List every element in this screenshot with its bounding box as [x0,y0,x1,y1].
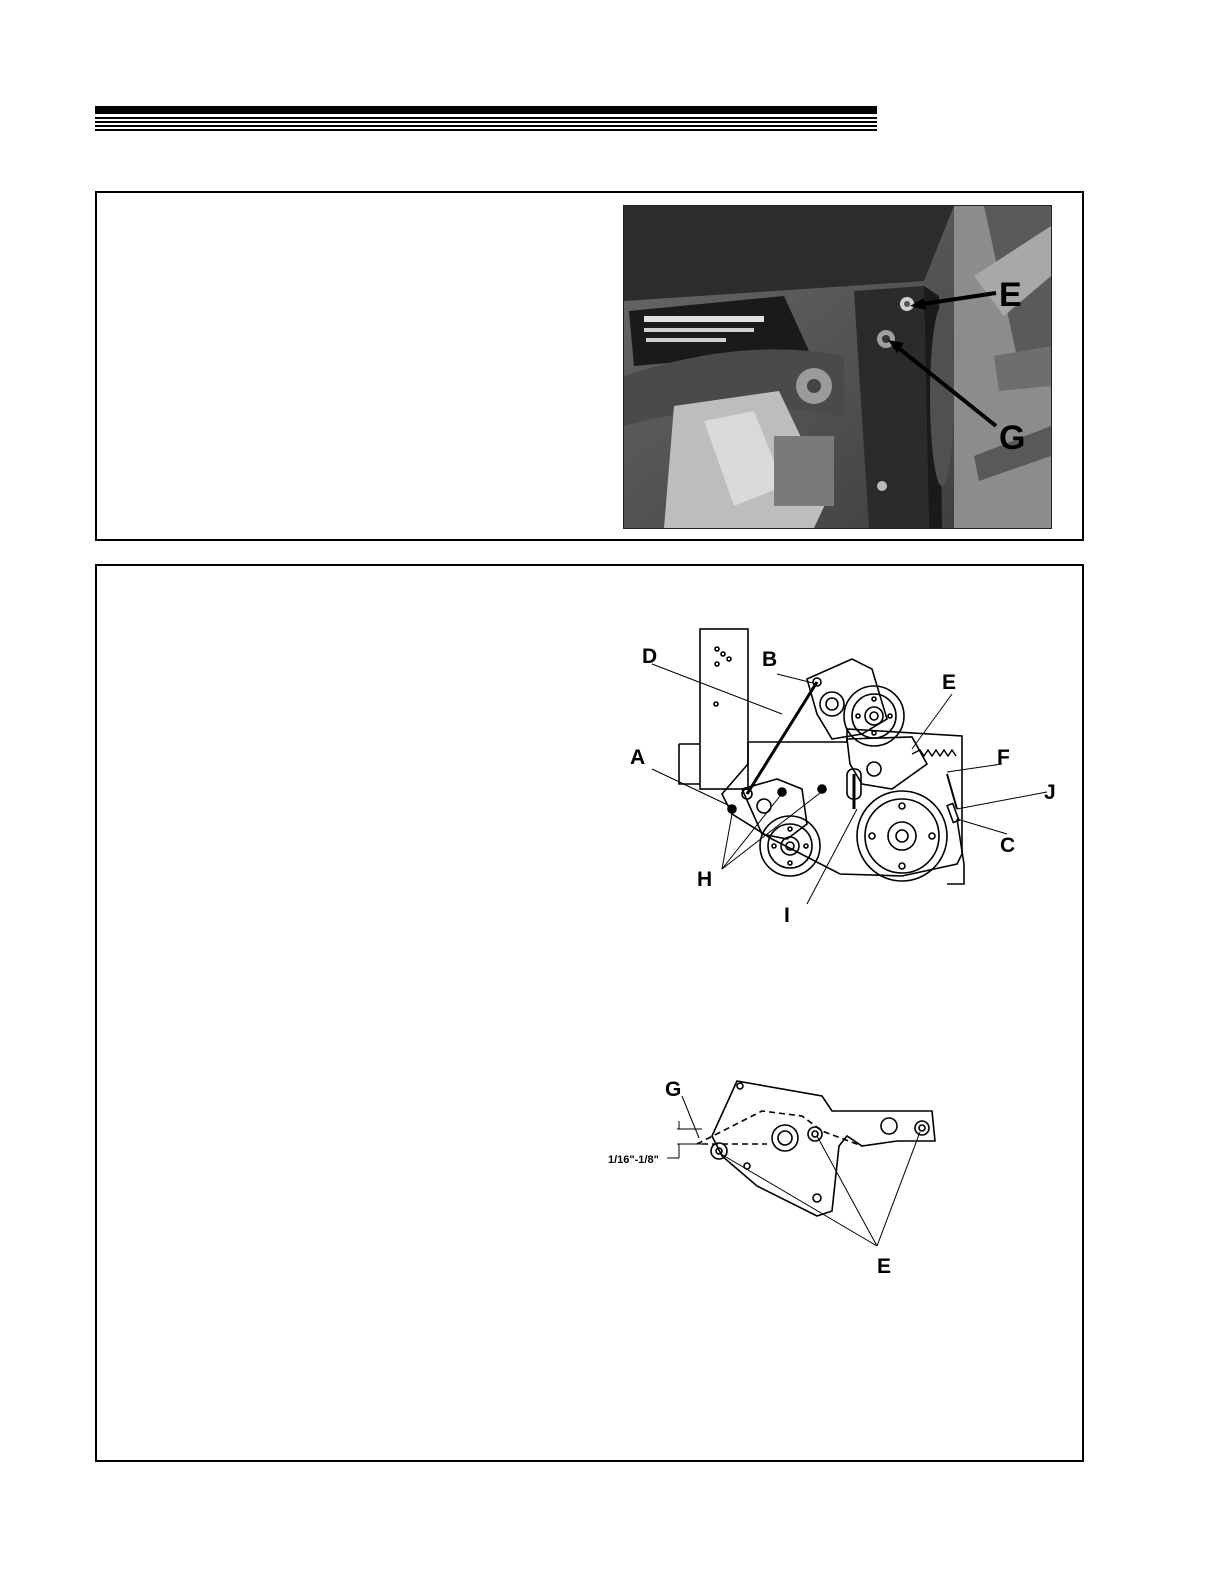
callout-d: D [642,645,658,668]
callout-g: G [999,419,1026,457]
callout-h: H [697,868,713,891]
photo-illustration [624,206,1051,528]
figure-box-top [95,191,1084,541]
callout-j: J [1044,781,1056,804]
header-rule [95,106,877,132]
callout-g: G [665,1078,682,1101]
belt-assembly-diagram [612,624,1062,924]
machine-photo [623,205,1052,529]
callout-e: E [942,671,957,694]
callout-a: A [630,746,646,769]
callout-i: I [784,904,790,924]
callout-f: F [997,746,1010,769]
callout-e: E [877,1255,892,1278]
callout-e: E [999,276,1022,314]
callout-b: B [762,648,778,671]
callout-c: C [1000,834,1016,857]
gap-dimension-label: 1/16"-1/8" [608,1154,659,1166]
idler-arm-adjustment-diagram [607,1066,957,1281]
figure-box-bottom [95,564,1084,1462]
